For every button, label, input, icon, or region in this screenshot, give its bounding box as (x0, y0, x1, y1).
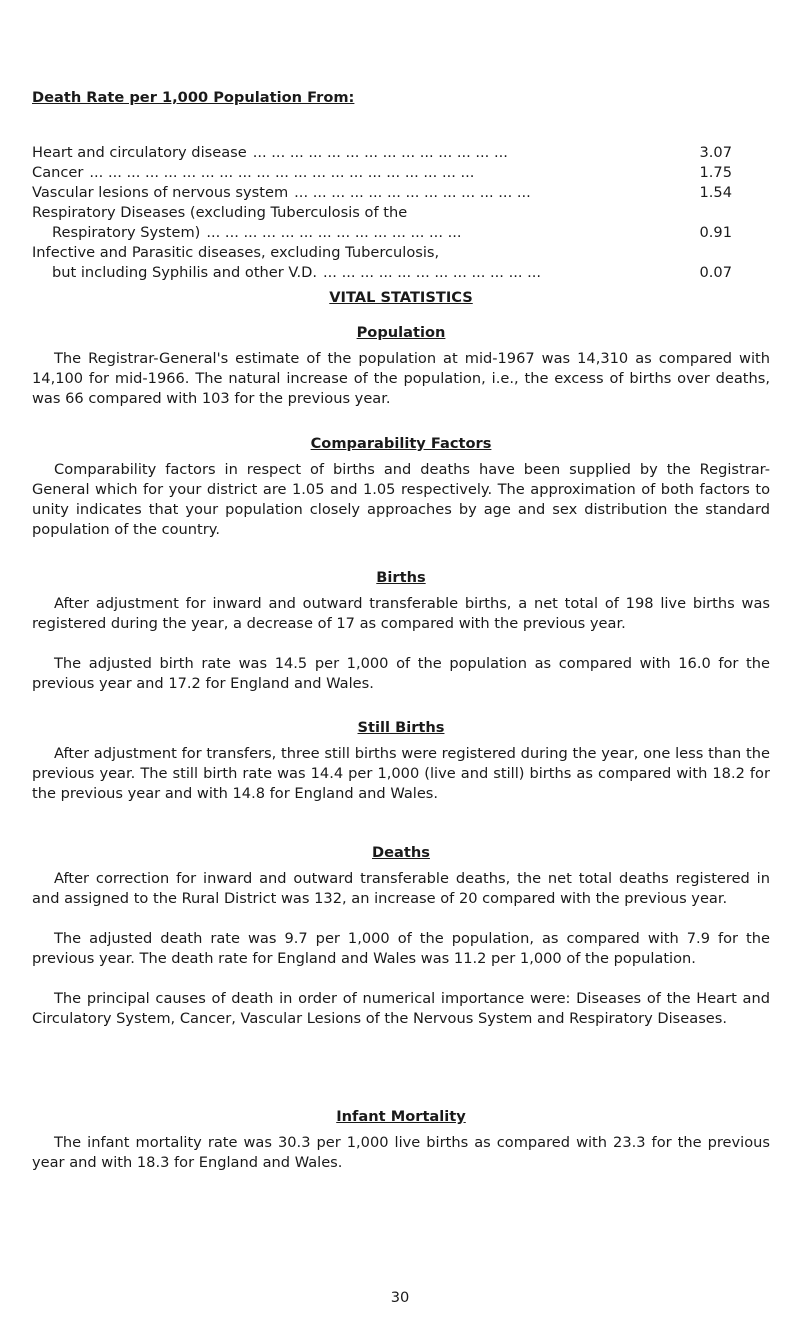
cause-value: 0.91 (699, 224, 732, 241)
leader-dots: ... ... ... ... ... ... ... ... ... ... ... ... ... ... (252, 144, 508, 161)
cause-label-continued: Respiratory System) (52, 224, 201, 241)
page-number: 30 (390, 1289, 410, 1306)
infant-mortality-heading: Infant Mortality (336, 1108, 466, 1125)
cause-label: Heart and circulatory disease (32, 144, 247, 161)
still-births-section (32, 744, 770, 804)
causes-list (32, 143, 732, 283)
deaths-text-3: The principal causes of death in order of numerical importance were: Diseases of the Heart and Circulatory System, Cancer, Vascular Lesions of the Nervous System and Respiratory Diseases. (32, 990, 770, 1027)
comparability-section (32, 460, 770, 540)
cause-label-continued: but including Syphilis and other V.D. (52, 264, 318, 281)
births-text-1: After adjustment for inward and outward transferable births, a net total of 198 live births was registered during the year, a decrease of 17 as compared with the previous year. (32, 595, 770, 632)
cause-value: 3.07 (699, 144, 732, 161)
comparability-text: Comparability factors in respect of births and deaths have been supplied by the Registrar-General which for your district are 1.05 and 1.05 respectively. The approximation of both factors to unity indicates that your population closely approaches by age and sex distribution the standard population of the country. (32, 461, 770, 538)
cause-row-infective (32, 243, 732, 283)
cause-row-respiratory (32, 203, 732, 243)
population-section (32, 349, 770, 409)
population-heading: Population (356, 324, 446, 341)
cause-label: Cancer (32, 164, 84, 181)
births-text-2: The adjusted birth rate was 14.5 per 1,000 of the population as compared with 16.0 for the previous year and 17.2 for England and Wales. (32, 655, 770, 692)
infant-mortality-section (32, 1133, 770, 1173)
deaths-text-2: The adjusted death rate was 9.7 per 1,000 of the population, as compared with 7.9 for the previous year. The death rate for England and Wales was 11.2 per 1,000 of the population. (32, 930, 770, 967)
population-text: The Registrar-General's estimate of the population at mid-1967 was 14,310 as compared with 14,100 for mid-1966. The natural increase of the population, i.e., the excess of births over deaths, was 66 compared with 103 for the previous year. (32, 350, 770, 407)
deaths-text-1: After correction for inward and outward transferable deaths, the net total deaths registered in and assigned to the Rural District was 132, an increase of 20 compared with the previous year. (32, 870, 770, 907)
births-heading: Births (376, 569, 426, 586)
leader-dots: ... ... ... ... ... ... ... ... ... ... ... ... ... (294, 184, 531, 201)
still-births-text: After adjustment for transfers, three still births were registered during the year, one less than the previous year. The still birth rate was 14.4 per 1,000 (live and still) births as compared with 18.2 for the previous year and with 14.8 for England and Wales. (32, 745, 770, 802)
cause-value: 0.07 (699, 264, 732, 281)
cause-label: Infective and Parasitic diseases, excluding Tuberculosis, (32, 244, 440, 261)
cause-label: Vascular lesions of nervous system (32, 184, 289, 201)
cause-row-vascular (32, 183, 732, 203)
leader-dots: ... ... ... ... ... ... ... ... ... ... ... ... ... ... (206, 224, 462, 241)
leader-dots: ... ... ... ... ... ... ... ... ... ... ... ... (323, 264, 542, 281)
infant-mortality-text: The infant mortality rate was 30.3 per 1,000 live births as compared with 23.3 for the previous year and with 18.3 for England and Wales. (32, 1134, 770, 1171)
deaths-section (32, 869, 770, 1029)
cause-label: Respiratory Diseases (excluding Tuberculosis of the (32, 204, 408, 221)
vital-statistics-heading: VITAL STATISTICS (329, 289, 473, 306)
death-rate-heading: Death Rate per 1,000 Population From: (32, 89, 355, 106)
cause-value: 1.75 (699, 164, 732, 181)
leader-dots: ... ... ... ... ... ... ... ... ... ... ... ... ... ... ... ... ... ... ... ... ... (89, 164, 475, 181)
still-births-heading: Still Births (357, 719, 445, 736)
comparability-heading: Comparability Factors (310, 435, 492, 452)
cause-row-cancer (32, 163, 732, 183)
cause-row-heart (32, 143, 732, 163)
births-section (32, 594, 770, 694)
deaths-heading: Deaths (372, 844, 430, 861)
cause-value: 1.54 (699, 184, 732, 201)
